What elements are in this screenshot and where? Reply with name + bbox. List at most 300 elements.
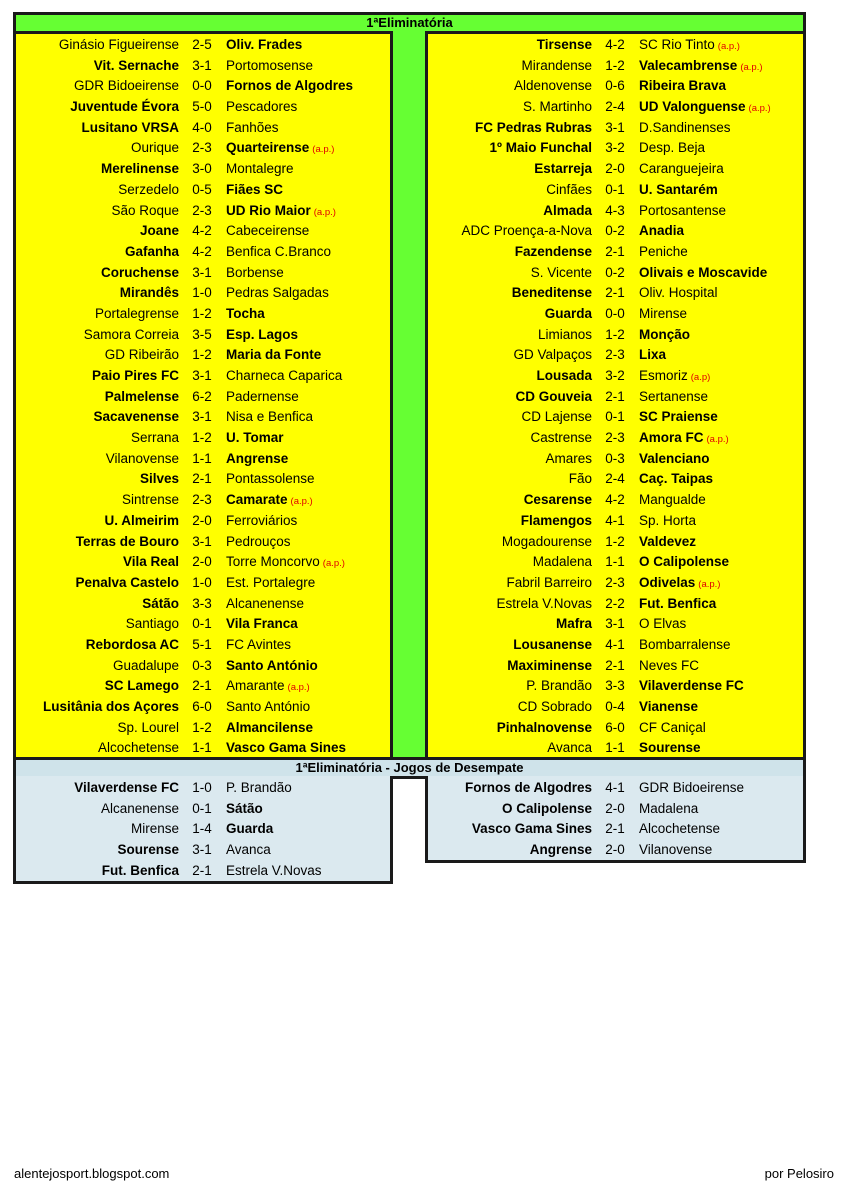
home-team: Vilaverdense FC (74, 780, 179, 795)
home-team: ADC Proença-a-Nova (461, 223, 592, 239)
away-team: Camarate (226, 492, 288, 508)
match-score: 3-2 (605, 140, 625, 156)
match-row (16, 799, 390, 820)
away-team-cell (226, 118, 279, 139)
match-row (16, 283, 390, 304)
match-row (16, 490, 390, 511)
home-team: 1º Maio Funchal (489, 140, 592, 156)
away-team-cell (226, 138, 334, 161)
home-team: Almada (543, 202, 592, 218)
match-row (428, 138, 803, 159)
home-team: Palmelense (104, 388, 179, 404)
match-row (16, 56, 390, 77)
away-team: SC Praiense (639, 409, 718, 425)
home-team: FC Pedras Rubras (474, 119, 592, 135)
away-team: Fanhões (226, 119, 279, 135)
away-team: Sp. Horta (639, 512, 697, 528)
away-team-cell (226, 304, 265, 325)
home-team: CD Lajense (521, 409, 592, 425)
away-team: Pescadores (226, 99, 298, 115)
home-team: Limianos (537, 326, 592, 342)
match-score: 0-4 (605, 699, 625, 714)
away-team: Desp. Beja (639, 140, 706, 156)
away-team: Maria da Fonte (226, 347, 322, 363)
extra-time-note: (a.p.) (290, 496, 313, 508)
match-row (16, 180, 390, 201)
match-score: 1-2 (192, 305, 212, 321)
match-row (428, 594, 803, 615)
match-row (428, 76, 803, 97)
match-score: 3-0 (192, 161, 212, 177)
away-team: Oliv. Frades (226, 37, 303, 52)
away-team-cell (226, 676, 310, 699)
away-team: Valenciano (639, 450, 710, 466)
home-team: Fão (568, 471, 592, 487)
home-team: Vit. Sernache (93, 57, 179, 73)
away-team-cell (639, 573, 720, 596)
home-team: Maximinense (507, 657, 592, 673)
footer-author: por Pelosiro (764, 1166, 834, 1181)
home-team: Vila Real (122, 554, 179, 570)
away-team-cell (639, 428, 729, 451)
away-team-cell (226, 283, 329, 304)
away-team: Santo António (226, 657, 318, 673)
away-team-cell (226, 532, 291, 553)
match-row (428, 697, 803, 718)
away-team-cell (226, 799, 263, 820)
home-team: Guadalupe (112, 657, 179, 673)
home-team: Sintrense (121, 492, 179, 508)
extra-time-note: (a.p.) (706, 434, 729, 446)
away-team-cell (226, 35, 302, 56)
away-team: Estrela V.Novas (226, 862, 322, 878)
match-score: 2-1 (605, 821, 625, 837)
away-team-cell (226, 201, 336, 224)
away-team-cell (639, 56, 763, 79)
home-team: Tirsense (536, 37, 592, 52)
match-row (16, 552, 390, 573)
match-score: 2-3 (192, 140, 212, 156)
away-team-cell (226, 469, 315, 490)
away-team: Caranguejeira (639, 161, 724, 177)
match-row (428, 449, 803, 470)
home-team: Sp. Lourel (117, 719, 179, 735)
match-score: 1-1 (605, 554, 625, 570)
match-row (428, 428, 803, 449)
away-team: U. Tomar (226, 430, 284, 446)
away-team-cell (639, 819, 720, 840)
match-row (16, 861, 390, 882)
home-team: Sacavenense (93, 409, 179, 425)
match-score: 1-2 (605, 326, 625, 342)
match-row (16, 407, 390, 428)
home-team: Mirense (130, 821, 179, 837)
match-row (16, 138, 390, 159)
match-score: 4-1 (605, 636, 625, 652)
away-team: Sourense (639, 740, 701, 756)
away-team-cell (226, 594, 304, 615)
away-team-cell (226, 56, 313, 77)
match-row (16, 221, 390, 242)
away-team-cell (639, 718, 706, 739)
home-team: Merelinense (100, 161, 179, 177)
away-team-cell (226, 490, 313, 513)
match-score: 5-0 (192, 99, 212, 115)
away-team: Vianense (639, 699, 699, 714)
match-score: 2-4 (605, 99, 625, 115)
home-team: Cinfães (546, 181, 592, 197)
away-team-cell (639, 76, 726, 97)
away-team: UD Valonguense (639, 99, 746, 115)
away-team: Mangualde (639, 492, 706, 508)
home-team: Lusitânia dos Açores (42, 699, 179, 714)
match-row (428, 469, 803, 490)
away-team-cell (639, 656, 699, 677)
away-team-cell (639, 635, 731, 656)
match-score: 0-1 (605, 409, 625, 425)
home-team: Avanca (547, 740, 592, 756)
match-row (16, 778, 390, 799)
away-team-cell (639, 283, 718, 304)
away-team: Montalegre (226, 161, 294, 177)
away-team: Madalena (639, 800, 699, 816)
match-row (428, 263, 803, 284)
extra-time-note: (a.p.) (313, 206, 336, 218)
home-team: Serzedelo (118, 181, 179, 197)
match-row (428, 35, 803, 56)
away-team: Pedrouços (226, 533, 291, 549)
away-team: Mirense (639, 305, 688, 321)
away-team: UD Rio Maior (226, 202, 311, 218)
match-row (428, 201, 803, 222)
match-row (428, 552, 803, 573)
away-team-cell (226, 635, 291, 656)
match-row (16, 676, 390, 697)
match-score: 3-2 (605, 368, 625, 383)
match-row (428, 676, 803, 697)
away-team: Lixa (639, 347, 667, 363)
away-team-cell (639, 778, 744, 799)
away-team-cell (639, 552, 729, 573)
extra-time-note: (a.p.) (698, 578, 721, 590)
away-team-cell (639, 407, 718, 428)
away-team: Esp. Lagos (226, 326, 299, 342)
away-team-cell (226, 387, 299, 408)
away-team: CF Caniçal (639, 719, 706, 735)
away-team: Avanca (226, 842, 271, 858)
tiebreak-right-panel (425, 776, 806, 863)
away-team-cell (226, 697, 310, 718)
home-team: Silves (139, 471, 179, 487)
away-team: P. Brandão (226, 780, 292, 795)
away-team-cell (639, 35, 740, 58)
home-team: GD Ribeirão (104, 347, 179, 363)
away-team: U. Santarém (639, 181, 718, 197)
home-team: Joane (139, 223, 179, 239)
away-team: Esmoriz (639, 368, 688, 383)
home-team: Terras de Bouro (75, 533, 179, 549)
match-score: 0-2 (605, 223, 625, 239)
match-row (16, 840, 390, 861)
home-team: P. Brandão (526, 678, 592, 694)
match-row (16, 325, 390, 346)
match-score: 5-1 (192, 636, 212, 652)
home-team: GD Valpaços (513, 347, 592, 363)
match-score: 2-5 (192, 37, 212, 52)
home-team: Angrense (529, 842, 592, 858)
away-team-cell (226, 840, 271, 861)
match-score: 2-0 (605, 800, 625, 816)
away-team-cell (226, 614, 298, 635)
home-team: Pinhalnovense (496, 719, 592, 735)
match-score: 0-1 (192, 616, 212, 632)
home-team: Serrana (130, 430, 179, 446)
match-score: 2-0 (605, 842, 625, 858)
match-row (16, 263, 390, 284)
match-row (16, 573, 390, 594)
away-team-cell (226, 656, 318, 677)
match-score: 2-4 (605, 471, 625, 487)
right-matches-panel (425, 31, 806, 760)
away-team-cell (226, 180, 283, 201)
away-team: Neves FC (639, 657, 700, 673)
away-team: Anadia (639, 223, 685, 239)
home-team: Vilanovense (105, 450, 179, 466)
match-row (428, 242, 803, 263)
home-team: Sátão (142, 595, 179, 611)
home-team: Samora Correia (83, 326, 179, 342)
match-score: 6-0 (605, 719, 625, 735)
away-team-cell (639, 697, 698, 718)
match-score: 0-1 (605, 181, 625, 197)
home-team: Sourense (117, 842, 179, 858)
match-row (16, 428, 390, 449)
away-team: Portomosense (226, 57, 314, 73)
match-score: 2-3 (605, 574, 625, 590)
home-team: CD Sobrado (517, 699, 592, 714)
match-score: 3-1 (605, 119, 625, 135)
away-team: Benfica C.Branco (226, 243, 332, 259)
match-row (16, 656, 390, 677)
away-team-cell (226, 552, 345, 575)
match-score: 2-1 (605, 388, 625, 404)
away-team-cell (639, 118, 731, 139)
match-row (16, 159, 390, 180)
away-team: Vilanovense (639, 842, 713, 858)
home-team: Mirandês (119, 285, 179, 301)
match-row (16, 304, 390, 325)
home-team: O Calipolense (501, 800, 592, 816)
away-team-cell (639, 676, 744, 697)
match-row (16, 242, 390, 263)
away-team: Bombarralense (639, 636, 731, 652)
match-row (16, 201, 390, 222)
away-team: Monção (639, 326, 691, 342)
away-team-cell (226, 428, 284, 449)
away-team: SC Rio Tinto (639, 37, 715, 52)
match-score: 2-0 (192, 554, 212, 570)
match-score: 4-2 (192, 223, 212, 239)
home-team: Alcochetense (97, 740, 179, 756)
away-team: D.Sandinenses (639, 119, 731, 135)
away-team: Valecambrense (639, 57, 738, 73)
home-team: São Roque (111, 202, 179, 218)
match-score: 2-1 (605, 657, 625, 673)
away-team-cell (639, 614, 686, 635)
away-team: Amora FC (639, 430, 704, 446)
away-team: Sertanense (639, 388, 709, 404)
match-row (16, 366, 390, 387)
away-team-cell (639, 242, 688, 263)
away-team-cell (639, 97, 771, 120)
home-team: U. Almeirim (104, 512, 179, 528)
away-team: Pedras Salgadas (226, 285, 329, 301)
center-divider (390, 31, 428, 759)
home-team: Madalena (532, 554, 592, 570)
away-team-cell (226, 778, 292, 799)
extra-time-note: (a.p.) (748, 103, 771, 115)
home-team: Flamengos (520, 512, 592, 528)
match-score: 6-2 (192, 388, 212, 404)
away-team: FC Avintes (226, 636, 292, 652)
match-score: 1-0 (192, 780, 212, 795)
match-row (428, 511, 803, 532)
home-team: GDR Bidoeirense (73, 78, 179, 94)
match-score: 3-1 (192, 533, 212, 549)
away-team: Est. Portalegre (226, 574, 316, 590)
match-score: 1-4 (192, 821, 212, 837)
footer-site: alentejosport.blogspot.com (14, 1166, 170, 1181)
home-team: Fabril Barreiro (506, 574, 592, 590)
away-team-cell (226, 159, 294, 180)
match-score: 2-3 (192, 492, 212, 508)
away-team-cell (226, 861, 322, 882)
away-team-cell (226, 573, 315, 594)
match-score: 3-3 (605, 678, 625, 694)
match-row (428, 159, 803, 180)
match-row (16, 76, 390, 97)
extra-time-note: (a.p.) (717, 41, 740, 52)
home-team: Estrela V.Novas (496, 595, 592, 611)
home-team: Castrense (530, 430, 592, 446)
away-team-cell (226, 345, 321, 366)
match-score: 2-1 (605, 285, 625, 301)
match-row (16, 387, 390, 408)
away-team-cell (639, 138, 705, 159)
away-team: Vilaverdense FC (639, 678, 744, 694)
match-score: 2-0 (605, 161, 625, 177)
match-row (428, 345, 803, 366)
match-row (428, 819, 803, 840)
match-score: 4-3 (605, 202, 625, 218)
match-row (428, 656, 803, 677)
away-team-cell (226, 407, 313, 428)
away-team: Amarante (226, 678, 285, 694)
extra-time-note: (a.p.) (322, 558, 345, 570)
match-row (16, 35, 390, 56)
extra-time-note: (a.p.) (287, 682, 310, 694)
away-team: Valdevez (639, 533, 697, 549)
match-score: 1-2 (192, 347, 212, 363)
away-team-cell (639, 511, 696, 532)
match-row (428, 325, 803, 346)
match-score: 1-0 (192, 285, 212, 301)
match-row (428, 614, 803, 635)
round-title: 1ªEliminatória (366, 15, 453, 30)
away-team-cell (639, 532, 696, 553)
away-team-cell (639, 304, 687, 325)
match-row (428, 387, 803, 408)
away-team: Torre Moncorvo (226, 554, 320, 570)
home-team: CD Gouveia (515, 388, 592, 404)
tiebreak-left-list (16, 778, 390, 881)
away-team: Charneca Caparica (226, 368, 343, 383)
away-team: Sátão (226, 800, 263, 816)
match-row (428, 304, 803, 325)
match-row (16, 345, 390, 366)
match-row (428, 97, 803, 118)
match-row (16, 819, 390, 840)
away-team: Quarteirense (226, 140, 310, 156)
home-team: Ourique (130, 140, 179, 156)
match-score: 3-1 (192, 57, 212, 73)
match-row (428, 799, 803, 820)
home-team: Juventude Évora (70, 99, 179, 115)
home-team: Fazendense (514, 243, 592, 259)
home-team: Portalegrense (94, 305, 179, 321)
match-row (428, 118, 803, 139)
away-team-cell (639, 738, 701, 759)
away-team-cell (639, 799, 698, 820)
tiebreak-title: 1ªEliminatória - Jogos de Desempate (295, 760, 524, 775)
home-team: Vasco Gama Sines (471, 821, 592, 837)
away-team-cell (639, 594, 716, 615)
home-team: SC Lamego (104, 678, 179, 694)
away-team-cell (226, 221, 309, 242)
away-team-cell (639, 366, 710, 389)
match-score: 4-1 (605, 780, 625, 795)
away-team: Guarda (226, 821, 274, 837)
match-row (16, 469, 390, 490)
away-team-cell (226, 819, 273, 840)
away-team-cell (639, 449, 710, 470)
match-score: 4-2 (605, 37, 625, 52)
match-score: 2-2 (605, 595, 625, 611)
away-team-cell (639, 345, 666, 366)
away-team: Vila Franca (226, 616, 298, 632)
home-team: Alcanenense (100, 800, 179, 816)
home-team: Amares (545, 450, 592, 466)
left-matches-panel (13, 31, 393, 760)
match-row (16, 532, 390, 553)
home-team: Aldenovense (513, 78, 592, 94)
home-team: Mafra (555, 616, 592, 632)
match-row (428, 56, 803, 77)
home-team: Beneditense (511, 285, 592, 301)
extra-time-note: (a.p) (690, 372, 711, 383)
match-row (16, 97, 390, 118)
away-team-cell (639, 201, 726, 222)
match-row (428, 718, 803, 739)
match-score: 1-0 (192, 574, 212, 590)
match-score: 2-0 (192, 512, 212, 528)
away-team: Angrense (226, 450, 289, 466)
away-team-cell (226, 263, 284, 284)
right-match-list (428, 35, 803, 759)
match-score: 3-1 (192, 842, 212, 858)
match-row (428, 407, 803, 428)
match-score: 1-2 (605, 57, 625, 73)
